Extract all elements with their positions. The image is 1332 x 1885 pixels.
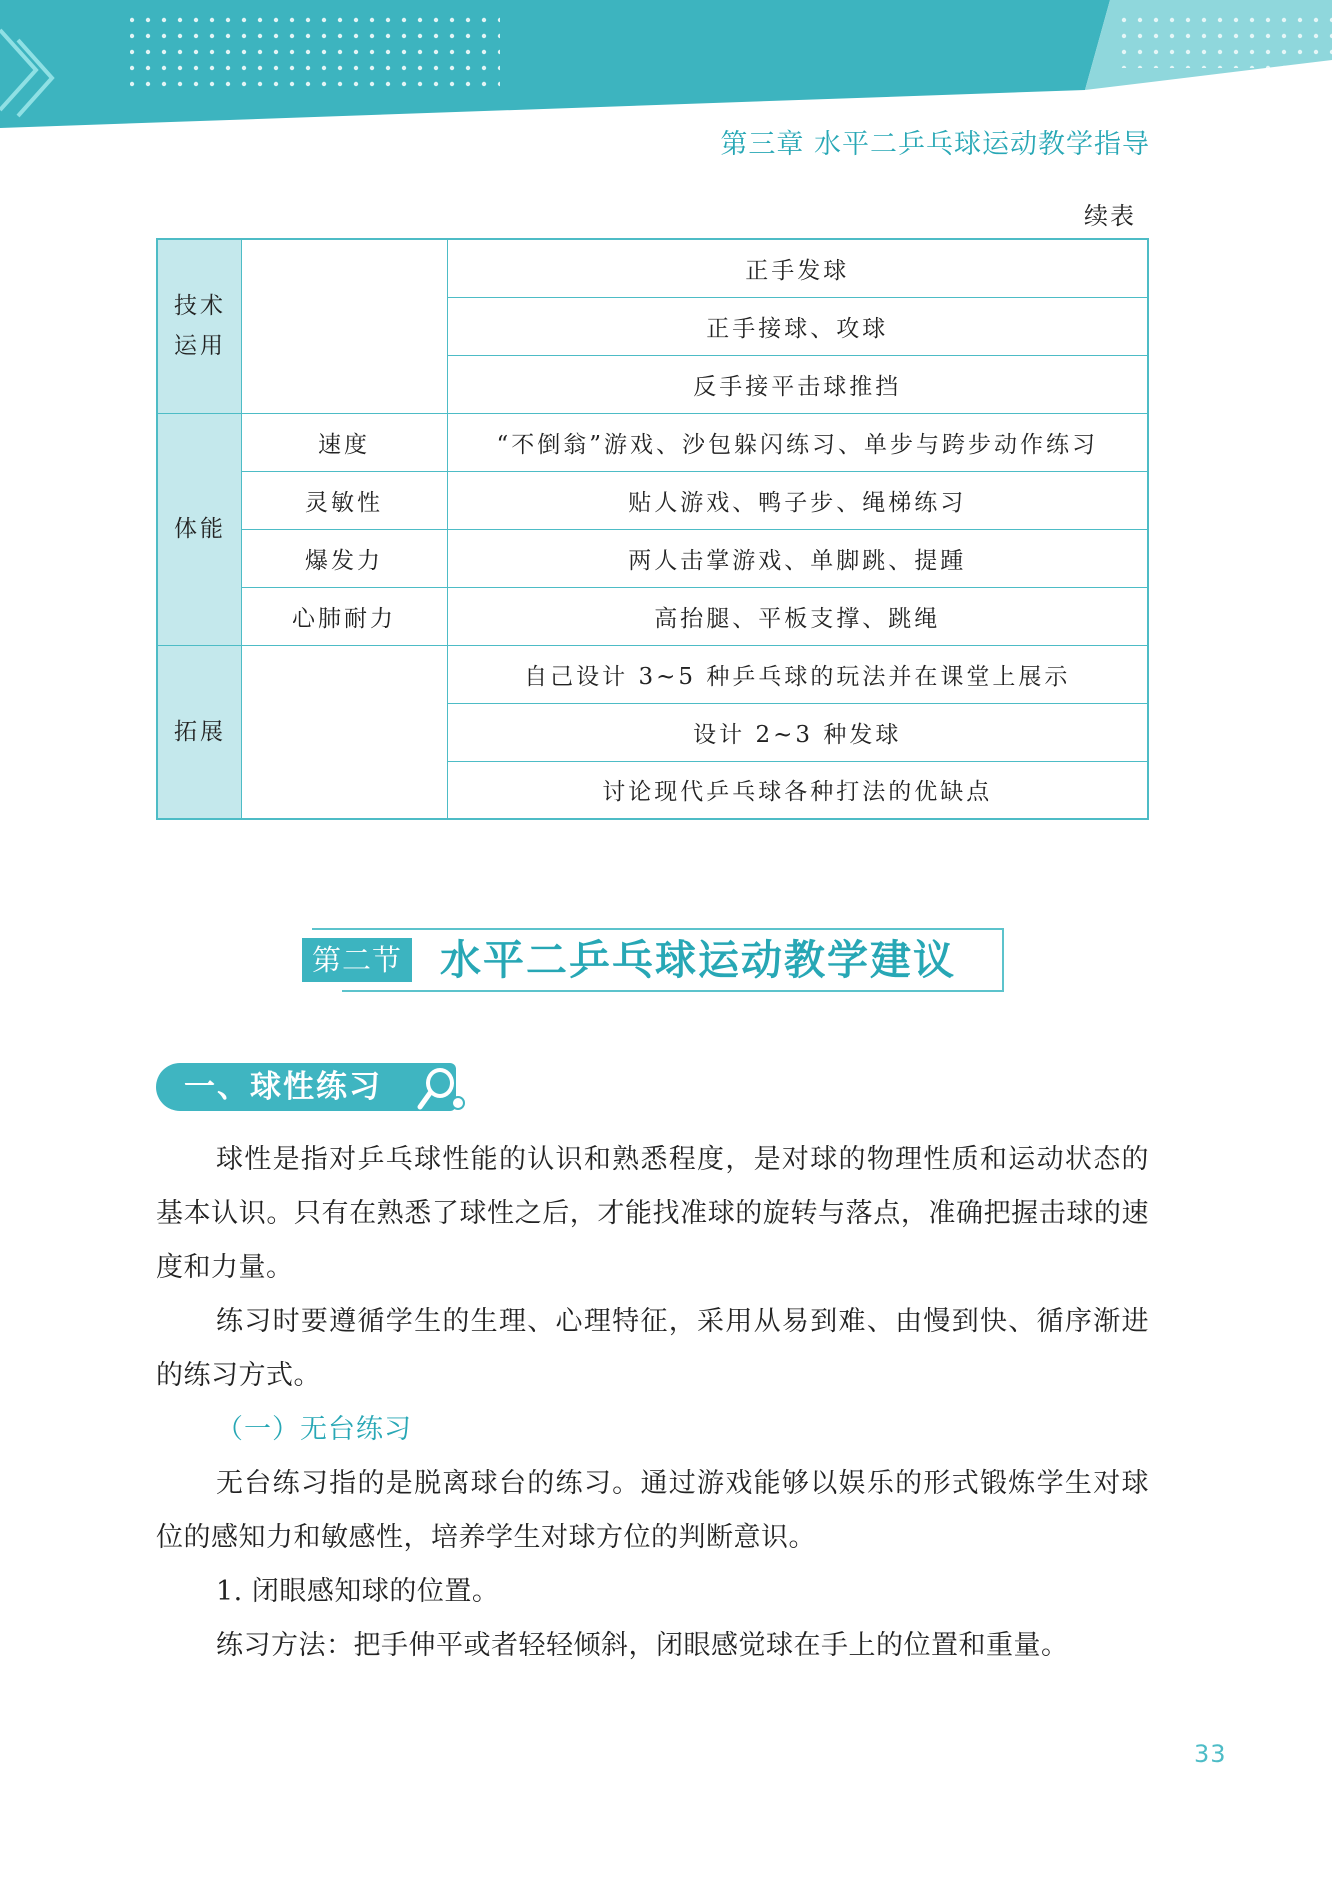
subcategory-cell: 速度 [241,413,447,471]
paragraph-no-table-description: 无台练习指的是脱离球台的练习。通过游戏能够以娱乐的形式锻炼学生对球位的感知力和敏感性，培养学生对球方位的判断意识。 [156,1468,1149,1553]
teaching-content-table [156,238,1149,820]
category-label: 体能 [174,516,226,542]
subsection-title: 一、球性练习 [184,1069,382,1105]
content-cell: 高抬腿、平板支撑、跳绳 [447,587,1148,645]
content-cell: 设计 2~3 种发球 [447,703,1148,761]
category-label: 拓展 [174,718,226,745]
ping-pong-paddle-icon [412,1063,468,1111]
paragraph-item-1: 1. 闭眼感知球的位置。 [216,1576,500,1607]
page-number: 33 [1194,1740,1227,1768]
paragraph-method: 练习方法：把手伸平或者轻轻倾斜，闭眼感觉球在手上的位置和重量。 [216,1630,1069,1661]
content-cell: 讨论现代乒乓球各种打法的优缺点 [447,761,1148,819]
section-heading [302,928,1002,992]
table-row [157,529,1148,587]
content-cell: 自己设计 3~5 种乒乓球的玩法并在课堂上展示 [447,645,1148,703]
paragraph-ball-sense-definition: 球性是指对乒乓球性能的认识和熟悉程度，是对球的物理性质和运动状态的基本认识。只有在熟悉了球性之后，才能找准球的旋转与落点，准确把握击球的速度和力量。 [156,1144,1149,1283]
table-row [157,645,1148,703]
category-cell-extension [157,645,241,819]
content-cell: “不倒翁”游戏、沙包躲闪练习、单步与跨步动作练习 [447,413,1148,471]
subcategory-cell: 灵敏性 [241,471,447,529]
top-banner [0,0,1332,130]
table-row [157,471,1148,529]
category-label: 技术 运用 [174,293,226,360]
chapter-header: 第三章 水平二乒乓球运动教学指导 [720,129,1150,160]
table-row [157,239,1148,297]
subcategory-cell [241,239,447,413]
table-row [157,413,1148,471]
content-cell: 反手接平击球推挡 [447,355,1148,413]
subcategory-cell: 爆发力 [241,529,447,587]
table-row [157,587,1148,645]
content-cell: 正手接球、攻球 [447,297,1148,355]
table-continued-note: 续表 [1084,202,1136,230]
section-title: 水平二乒乓球运动教学建议 [440,936,956,984]
category-cell-technique [157,239,241,413]
content-cell: 两人击掌游戏、单脚跳、提踵 [447,529,1148,587]
section-number-tag: 第二节 [302,938,412,982]
paragraph-practice-principle: 练习时要遵循学生的生理、心理特征，采用从易到难、由慢到快、循序渐进的练习方式。 [156,1306,1149,1391]
subsection-heading [156,1063,456,1111]
content-cell: 贴人游戏、鸭子步、绳梯练习 [447,471,1148,529]
category-cell-fitness [157,413,241,645]
subcategory-cell [241,645,447,819]
subheading-no-table-practice: （一）无台练习 [216,1414,412,1445]
content-cell: 正手发球 [447,239,1148,297]
subcategory-cell: 心肺耐力 [241,587,447,645]
